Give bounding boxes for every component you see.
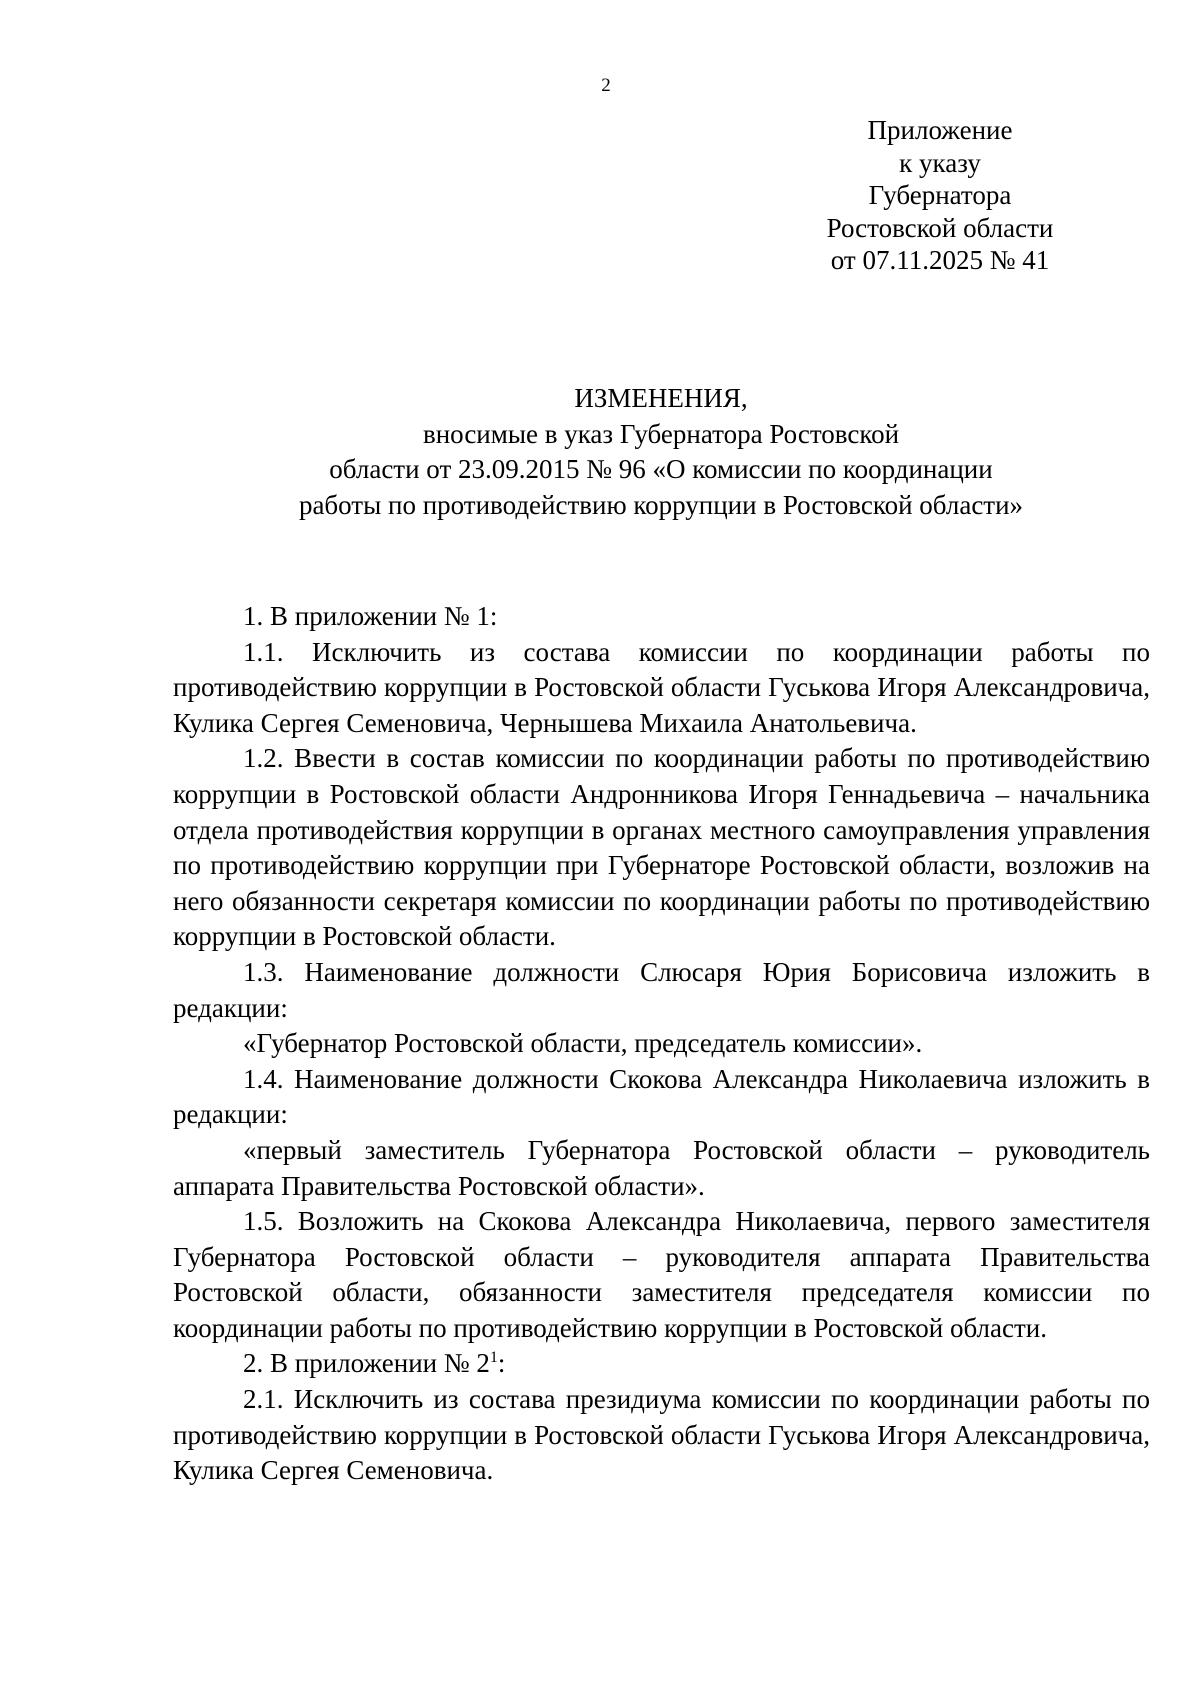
paragraph-1: 1. В приложении № 1: (243, 601, 498, 631)
appendix-line: Приложение (867, 115, 1013, 145)
paragraph-1-3: 1.3. Наименование должности Слюсаря Юрия Борисовича изложить в редакции: (173, 956, 1150, 1023)
paragraph-1-5: 1.5. Возложить на Скокова Александра Николаевича, первого заместителя Губернатора Ростовской области – руководителя аппарата Правительства Ростовской области, обязанности заместителя председателя комиссии по координации работы по противодействию коррупции в Ростовской области. (173, 1206, 1150, 1343)
title-line: работы по противодействию коррупции в Ростовской области» (298, 489, 1024, 520)
document-body (173, 599, 1150, 1489)
page-number: 2 (601, 75, 611, 96)
paragraph-1-4-quote: «первый заместитель Губернатора Ростовской области – руководитель аппарата Правительства Ростовской области». (173, 1134, 1150, 1201)
paragraph-1-4: 1.4. Наименование должности Скокова Александра Николаевича изложить в редакции: (173, 1063, 1150, 1130)
appendix-line: от 07.11.2025 № 41 (830, 245, 1050, 275)
paragraph-1-2: 1.2. Ввести в состав комиссии по координации работы по противодействию коррупции в Ростовской области Андронникова Игоря Геннадьевича – начальника отдела противодействия коррупции в органах местного самоуправления управления по противодействию коррупции при Губернаторе Ростовской области, возложив на него обязанности секретаря комиссии по координации работы по противодействию коррупции в Ростовской области. (173, 743, 1150, 952)
paragraph-2-superscript: 1 (489, 1349, 498, 1367)
appendix-header (820, 114, 1060, 277)
appendix-line: к указу (899, 147, 981, 178)
appendix-line: Ростовской области (826, 212, 1054, 243)
paragraph-2-1: 2.1. Исключить из состава президиума комиссии по координации работы по противодействию коррупции в Ростовской области Гуськова Игоря Александровича, Кулика Сергея Семеновича. (173, 1384, 1150, 1486)
title-line: вносимые в указ Губернатора Ростовской (422, 418, 900, 449)
title-heading: ИЗМЕНЕНИЯ, (574, 383, 748, 413)
paragraph-2-colon: : (497, 1348, 506, 1379)
appendix-line: Губернатора (868, 180, 1012, 210)
paragraph-2 (173, 1346, 1150, 1382)
title-line: области от 23.09.2015 № 96 «О комиссии по координации (329, 454, 993, 484)
paragraph-1-1: 1.1. Исключить из состава комиссии по координации работы по противодействию коррупции в Ростовской области Гуськова Игоря Александровича, Кулика Сергея Семеновича, Чернышева Михаила Анатольевича. (173, 636, 1150, 738)
paragraph-2-text: 2. В приложении № 2 (243, 1348, 490, 1379)
paragraph-1-3-quote: «Губернатор Ростовской области, председатель комиссии». (243, 1028, 923, 1059)
document-title (172, 381, 1150, 523)
